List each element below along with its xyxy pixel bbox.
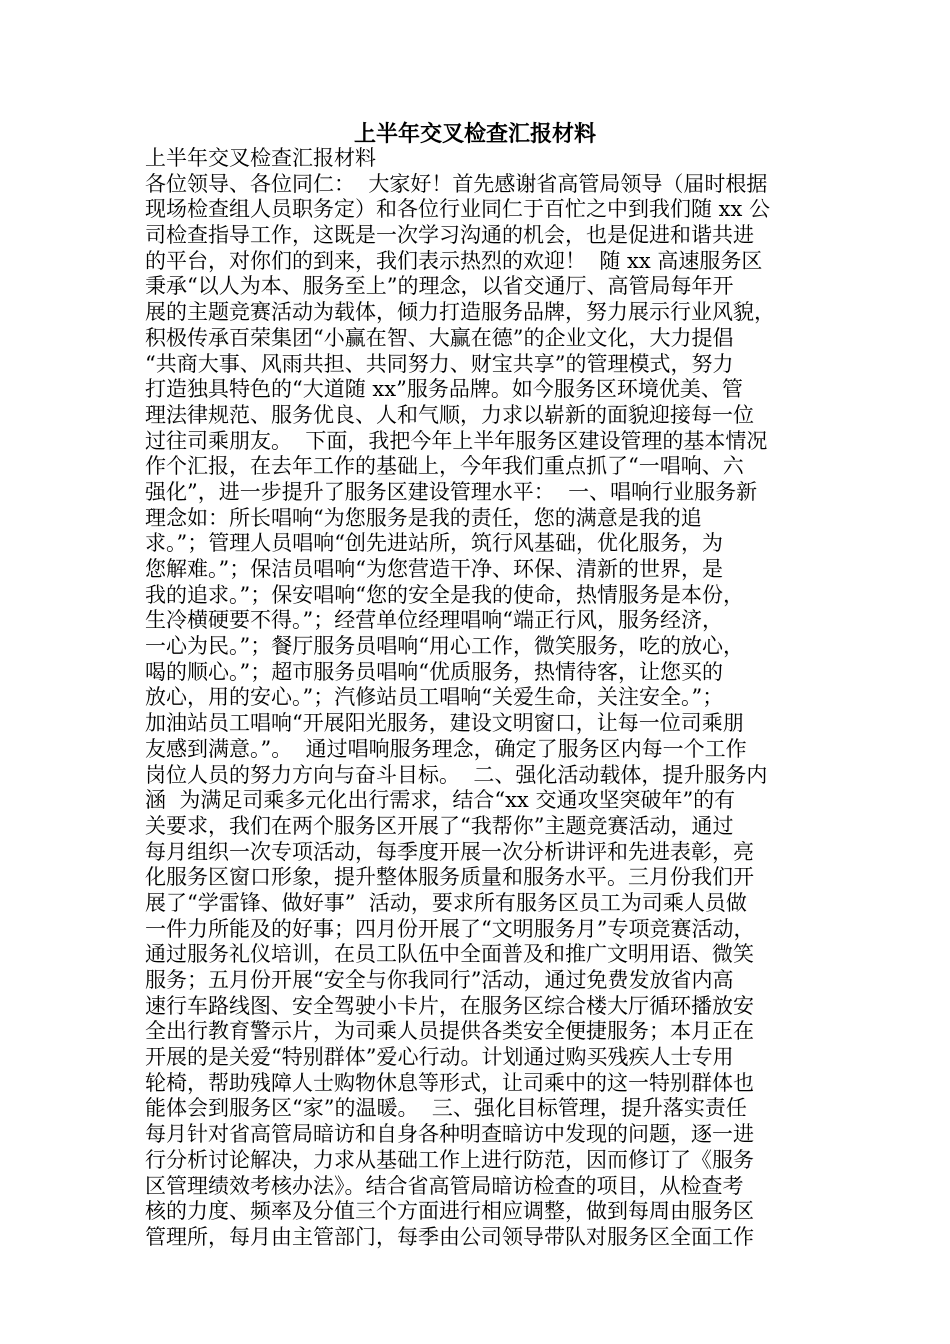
body-text-line: 通过服务礼仪培训，在员工队伍中全面普及和推广文明用语、微笑 bbox=[145, 942, 754, 967]
document-body bbox=[145, 146, 805, 1251]
body-text-line: 放心，用的安心。”；汽修站员工唱响“关爱生命，关注安全。”； bbox=[145, 685, 724, 710]
body-text-line: 全出行教育警示片，为司乘人员提供各类安全便捷服务；本月正在 bbox=[145, 1019, 754, 1044]
body-text-line: 生冷横硬要不得。”；经营单位经理唱响“端正行风，服务经济， bbox=[145, 608, 723, 633]
body-text-line: 打造独具特色的“大道随 xx”服务品牌。如今服务区环境优美、管 bbox=[145, 377, 743, 402]
body-text-line: 您解难。”；保洁员唱响“为您营造干净、环保、清新的世界，是 bbox=[145, 557, 723, 581]
body-text-line: 涵 为满足司乘多元化出行需求，结合“xx 交通攻坚突破年”的有 bbox=[145, 788, 736, 813]
body-text-line: 积极传承百荣集团“小赢在智、大赢在德”的企业文化，大力提倡 bbox=[145, 325, 734, 350]
body-text-line: 理念如：所长唱响“为您服务是我的责任，您的满意是我的追 bbox=[145, 505, 702, 530]
body-text-line: 关要求，我们在两个服务区开展了“我帮你”主题竞赛活动，通过 bbox=[145, 813, 734, 838]
body-text-line: 秉承“以人为本、服务至上”的理念，以省交通厅、高管局每年开 bbox=[145, 274, 734, 299]
body-text-line: 速行车路线图、安全驾驶小卡片，在服务区综合楼大厅循环播放安 bbox=[145, 993, 754, 1018]
body-text-line: “共商大事、风雨共担、共同努力、财宝共享”的管理模式，努力 bbox=[145, 351, 734, 376]
body-text-line: 过往司乘朋友。 下面，我把今年上半年服务区建设管理的基本情况 bbox=[145, 428, 768, 453]
body-text-line: 核的力度、频率及分值三个方面进行相应调整，做到每周由服务区 bbox=[145, 1199, 754, 1224]
body-text-line: 行分析讨论解决，力求从基础工作上进行防范，因而修订了《服务 bbox=[145, 1147, 754, 1172]
body-text-line: 岗位人员的努力方向与奋斗目标。 二、强化活动载体，提升服务内 bbox=[145, 762, 768, 787]
body-text-line: 区管理绩效考核办法》。结合省高管局暗访检查的项目，从检查考 bbox=[145, 1173, 744, 1198]
body-text-line: 强化”，进一步提升了服务区建设管理水平： 一、唱响行业服务新 bbox=[145, 479, 758, 504]
body-text-line: 管理所，每月由主管部门，每季由公司领导带队对服务区全面工作 bbox=[145, 1224, 754, 1249]
body-text-line: 司检查指导工作，这既是一次学习沟通的机会，也是促进和谐共进 bbox=[145, 223, 754, 248]
body-text-line: 现场检查组人员职务定）和各位行业同仁于百忙之中到我们随 xx 公 bbox=[145, 197, 771, 222]
body-text-line: 能体会到服务区“家”的温暖。 三、强化目标管理，提升落实责任 bbox=[145, 1096, 747, 1121]
body-text-line: 上半年交叉检查汇报材料 bbox=[145, 146, 376, 170]
body-text-line: 求。”；管理人员唱响“创先进站所，筑行风基础，优化服务，为 bbox=[145, 531, 723, 556]
body-text-line: 加油站员工唱响“开展阳光服务，建设文明窗口，让每一位司乘朋 bbox=[145, 711, 744, 736]
body-text-line: 一件力所能及的好事；四月份开展了“文明服务月”专项竞赛活动， bbox=[145, 916, 755, 941]
body-text-line: 服务；五月份开展“安全与你我同行”活动，通过免费发放省内高 bbox=[145, 968, 734, 992]
body-text-line: 展的主题竞赛活动为载体，倾力打造服务品牌，努力展示行业风貌， bbox=[145, 300, 775, 325]
body-text-line: 喝的顺心。”；超市服务员唱响“优质服务，热情待客，让您买的 bbox=[145, 659, 723, 684]
body-text-line: 轮椅，帮助残障人士购物休息等形式，让司乘中的这一特别群体也 bbox=[145, 1070, 754, 1095]
body-text-line: 我的追求。”；保安唱响“您的安全是我的使命，热情服务是本份， bbox=[145, 582, 744, 607]
body-text-line: 化服务区窗口形象，提升整体服务质量和服务水平。三月份我们开 bbox=[145, 865, 754, 890]
body-text-line: 的平台，对你们的到来，我们表示热烈的欢迎！ 随 xx 高速服务区 bbox=[145, 248, 763, 273]
body-text-line: 每月组织一次专项活动，每季度开展一次分析讲评和先进表彰，亮 bbox=[145, 839, 754, 864]
body-text-line: 友感到满意。”。 通过唱响服务理念，确定了服务区内每一个工作 bbox=[145, 736, 747, 761]
body-text-line: 各位领导、各位同仁： 大家好！首先感谢省高管局领导（届时根据 bbox=[145, 171, 768, 196]
body-text-line: 开展的是关爱“特别群体”爱心行动。计划通过购买残疾人士专用 bbox=[145, 1045, 734, 1070]
body-text-line: 每月针对省高管局暗访和自身各种明查暗访中发现的问题，逐一进 bbox=[145, 1122, 754, 1147]
body-text-line: 作个汇报，在去年工作的基础上，今年我们重点抓了“一唱响、六 bbox=[145, 454, 744, 479]
body-text-line: 一心为民。”；餐厅服务员唱响“用心工作，微笑服务，吃的放心， bbox=[145, 634, 744, 659]
document-title: 上半年交叉检查汇报材料 bbox=[353, 122, 596, 147]
body-text-line: 展了“学雷锋、做好事” 活动，要求所有服务区员工为司乘人员做 bbox=[145, 890, 747, 915]
body-text-line: 理法律规范、服务优良、人和气顺，力求以崭新的面貌迎接每一位 bbox=[145, 402, 754, 427]
